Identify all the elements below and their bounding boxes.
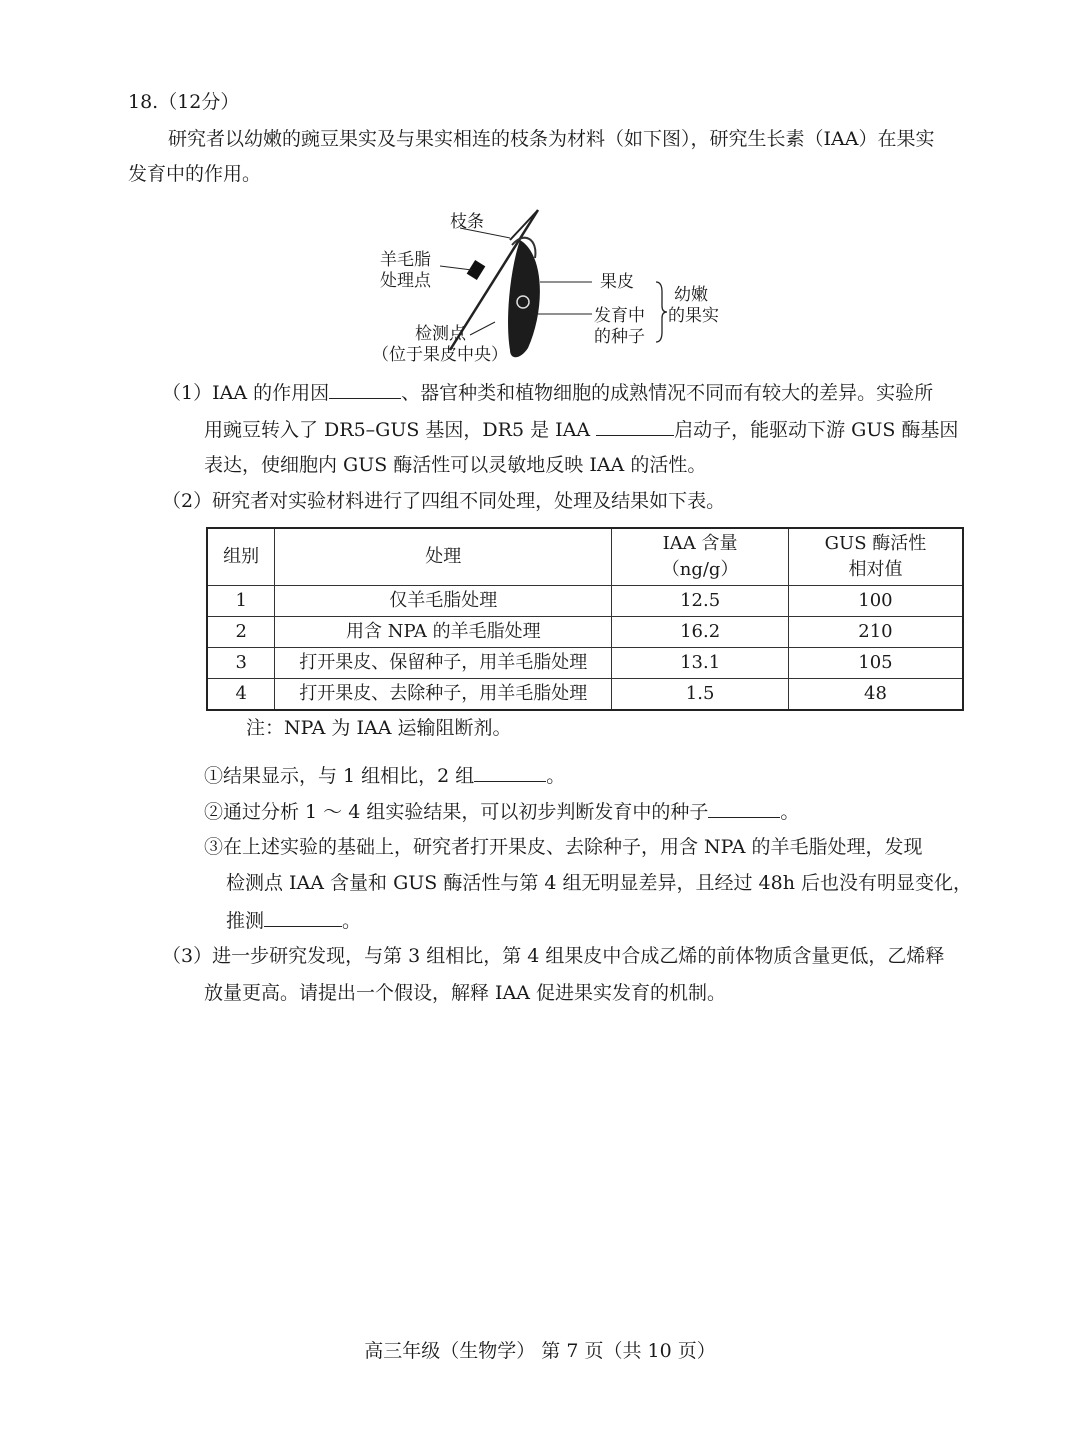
cell-treatment: 用含 NPA 的羊毛脂处理 <box>275 617 612 648</box>
label-detect-point-2: （位于果皮中央） <box>372 345 508 365</box>
page-footer: 高三年级（生物学） 第 7 页（共 10 页） <box>364 1340 716 1362</box>
leader-lanolin <box>440 266 472 270</box>
header-iaa-line1: IAA 含量 <box>662 533 738 554</box>
cell-group: 2 <box>207 617 275 648</box>
header-gus <box>788 528 963 586</box>
sub-question-2-text: ②通过分析 1 ～ 4 组实验结果，可以初步判断发育中的种子 <box>204 801 709 823</box>
part3-line1: （3）进一步研究发现，与第 3 组相比，第 4 组果皮中合成乙烯的前体物质含量更低，乙烯释 <box>162 945 945 967</box>
header-iaa <box>612 528 789 586</box>
table-header-row <box>207 528 963 586</box>
branch-stem <box>510 210 538 240</box>
header-treatment: 处理 <box>275 528 612 586</box>
cell-gus: 105 <box>788 648 963 679</box>
sub-question-3-line2: 检测点 IAA 含量和 GUS 酶活性与第 4 组无明显差异，且经过 48h 后也没有明显变化， <box>226 872 972 894</box>
part1-text-b: 、器官种类和植物细胞的成熟情况不同而有较大的差异。实验所 <box>401 382 934 404</box>
sub-question-1-end: 。 <box>546 765 566 787</box>
sub-question-3-line3 <box>226 908 361 933</box>
answer-blank-5[interactable] <box>264 908 342 927</box>
table-row <box>207 586 963 617</box>
part1-text-d: 启动子，能驱动下游 GUS 酶基因 <box>674 419 959 441</box>
answer-blank-4[interactable] <box>708 799 780 818</box>
header-gus-line2: 相对值 <box>848 559 903 580</box>
results-table <box>206 527 964 711</box>
label-detect-point-1: 检测点 <box>415 324 466 344</box>
sub-question-1 <box>204 763 565 788</box>
intro-text-line2: 发育中的作用。 <box>128 163 262 185</box>
cell-gus: 210 <box>788 617 963 648</box>
part1-line2 <box>204 417 958 442</box>
label-peel: 果皮 <box>600 272 634 292</box>
cell-group: 1 <box>207 586 275 617</box>
cell-iaa: 13.1 <box>612 648 789 679</box>
cell-iaa: 16.2 <box>612 617 789 648</box>
answer-blank-3[interactable] <box>474 763 546 782</box>
label-lanolin-1: 羊毛脂 <box>380 250 431 270</box>
label-branch: 枝条 <box>450 212 484 232</box>
header-group: 组别 <box>207 528 275 586</box>
table-row <box>207 617 963 648</box>
cell-gus: 48 <box>788 679 963 711</box>
table-row <box>207 679 963 711</box>
cell-iaa: 1.5 <box>612 679 789 711</box>
sub-question-2 <box>204 799 799 824</box>
brace-bracket <box>656 282 667 342</box>
intro-text-line1: 研究者以幼嫩的豌豆果实及与果实相连的枝条为材料（如下图），研究生长素（IAA）在果实 <box>168 128 935 150</box>
sub-question-3-text: 推测 <box>226 910 265 932</box>
cell-treatment: 打开果皮、去除种子，用羊毛脂处理 <box>275 679 612 711</box>
sub-question-2-end: 。 <box>780 801 800 823</box>
part1-line1 <box>162 380 933 405</box>
cell-gus: 100 <box>788 586 963 617</box>
cell-group: 4 <box>207 679 275 711</box>
table-note: 注：NPA 为 IAA 运输阻断剂。 <box>246 717 512 739</box>
part1-text-c: 用豌豆转入了 DR5–GUS 基因，DR5 是 IAA <box>204 419 591 441</box>
leader-detect <box>470 322 495 335</box>
cell-group: 3 <box>207 648 275 679</box>
part1-line3: 表达，使细胞内 GUS 酶活性可以灵敏地反映 IAA 的活性。 <box>204 454 707 476</box>
part1-text-a: （1）IAA 的作用因 <box>162 382 330 404</box>
cell-treatment: 打开果皮、保留种子，用羊毛脂处理 <box>275 648 612 679</box>
sub-question-3-end: 。 <box>342 910 362 932</box>
sub-question-3-line1: ③在上述实验的基础上，研究者打开果皮、去除种子，用含 NPA 的羊毛脂处理，发现 <box>204 836 923 858</box>
label-seed-2: 的种子 <box>594 327 645 347</box>
answer-blank-2[interactable] <box>596 417 674 436</box>
cell-treatment: 仅羊毛脂处理 <box>275 586 612 617</box>
part2-intro: （2）研究者对实验材料进行了四组不同处理，处理及结果如下表。 <box>162 490 726 512</box>
header-gus-line1: GUS 酶活性 <box>824 533 927 554</box>
label-lanolin-2: 处理点 <box>380 271 431 291</box>
label-young-fruit-1: 幼嫩 <box>674 285 708 305</box>
label-seed-1: 发育中 <box>594 306 645 326</box>
part3-line2: 放量更高。请提出一个假设，解释 IAA 促进果实发育的机制。 <box>204 982 727 1004</box>
answer-blank-1[interactable] <box>329 380 401 399</box>
header-iaa-line2: （ng/g） <box>661 559 739 580</box>
label-young-fruit-2: 的果实 <box>668 306 719 326</box>
table-row <box>207 648 963 679</box>
sub-question-1-text: ①结果显示，与 1 组相比，2 组 <box>204 765 475 787</box>
cell-iaa: 12.5 <box>612 586 789 617</box>
question-number: 18.（12分） <box>128 91 240 113</box>
